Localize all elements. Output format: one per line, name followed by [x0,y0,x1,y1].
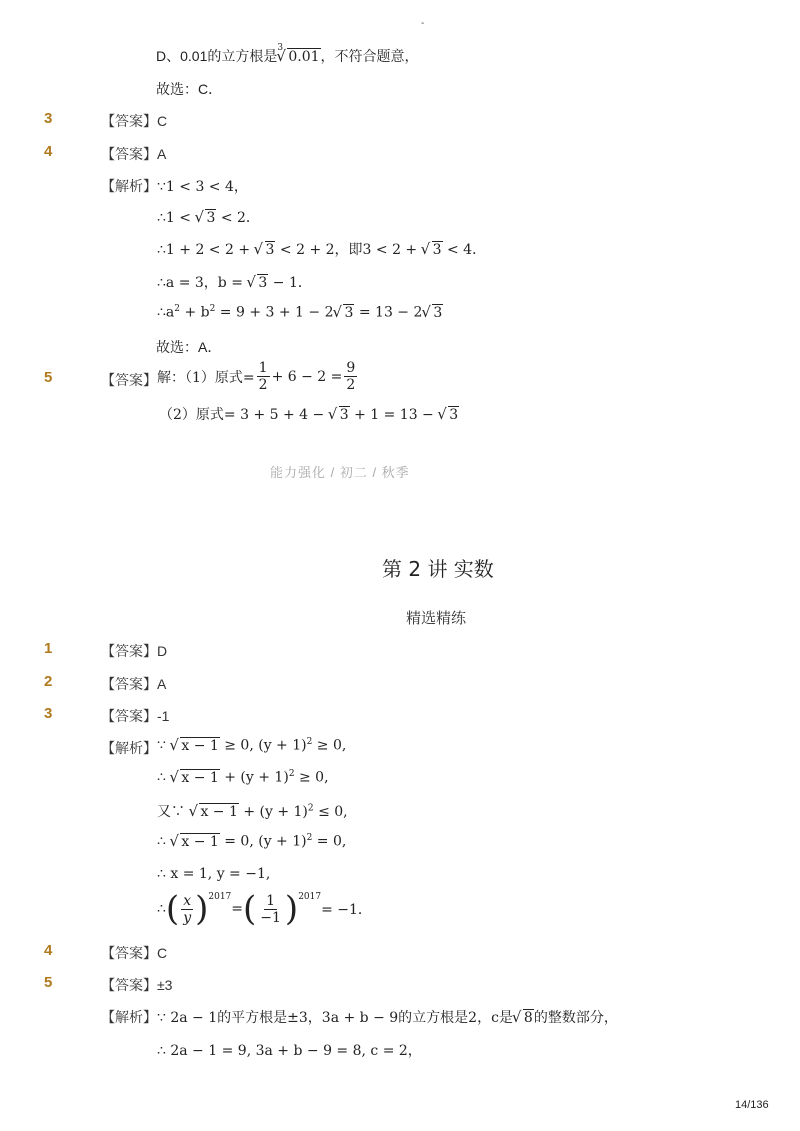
question-number: 3 [44,705,53,722]
answer-label: 【答案】C [101,113,168,129]
top-mark: - [421,18,425,29]
solution-line: ∴1 < √ 3 < 2． [157,207,260,227]
page-footer: 能力强化 / 初二 / 秋季 [270,465,410,480]
question-number: 2 [44,673,53,690]
question-number: 4 [44,942,53,959]
answer-label: 【答案】C [101,945,168,961]
solution-line: 又∵ √ $x - 1 + (y + 1)^2 \le 0$, [157,801,348,821]
solution-line: ∴a = 3，b = √ 3 − 1． [157,272,312,292]
solution-line: ∴ √ $x - 1 + (y + 1)^2 \ge 0$, [157,769,329,786]
answer-label: 【答案】±3 [101,977,173,993]
solution-line: $\therefore a^2 + b^2 = 9 + 3 + 1 - 2√$ 3 = 13 − 2√ 3 [157,304,443,321]
choose-a-line: 故选：A． [156,339,222,355]
solution-line: ∴1 + 2 < 2 + √ 3 < 2 + 2，即3 < 2 + √ 3 < 4． [157,239,486,259]
solution-line: ∴ x = 1, y = −1, [157,866,271,882]
question-number: 4 [44,143,53,160]
answer-label: 【答案】A [101,676,167,692]
solution-line: ∵1 < 3 < 4， [157,179,248,195]
section-subtitle: 精选精练 [406,610,467,627]
question-number: 3 [44,110,53,127]
question-number: 5 [44,369,53,386]
solution-line: ∴ √ x − 1 = 0, $(y + 1)^2 = 0$, [157,833,346,850]
answer-label: 【答案】-1 [101,708,170,724]
option-d-line: D、0.01的立方根是 3 √ 0.01，不符合题意， [156,46,419,66]
solution-line: ∵ √ x − 1 ≥ 0, $(y + 1)^2 \ge 0$, [157,737,346,754]
solution-line: ∴ ( $\frac{x}{y}$ ) $^{2017}$ = ( $\frac{1}{-1}$ ) $^{2017}$ = −1． [157,889,372,929]
answer-label: 【答案】D [101,643,168,659]
solution-line: ∴ 2a − 1 = 9, 3a + b − 9 = 8, c = 2， [157,1043,422,1059]
choose-c-line: 故选：C． [156,81,223,97]
analysis-label: 【解析】 [101,178,157,194]
solution-line: 解：（1）原式= $\frac{1}{2}$ + 6 − 2 = $\frac{9}{2}$ [157,360,356,393]
analysis-label: 【解析】 [101,1009,157,1025]
solution-line: （2）原式= 3 + 5 + 4 − √ 3 + 1 = 13 − √ 3 [159,404,459,424]
answer-label: 【答案】 [101,372,157,388]
answer-label: 【答案】A [101,146,167,162]
page-number: 14/136 [735,1099,769,1111]
solution-line: ∵ 2a − 1的平方根是±3，3a + b − 9的立方根是2，c是√ 8的整数部分， [157,1007,618,1027]
section-title: 第 2 讲 实数 [382,557,494,581]
question-number: 5 [44,974,53,991]
question-number: 1 [44,640,53,657]
analysis-label: 【解析】 [101,740,157,756]
